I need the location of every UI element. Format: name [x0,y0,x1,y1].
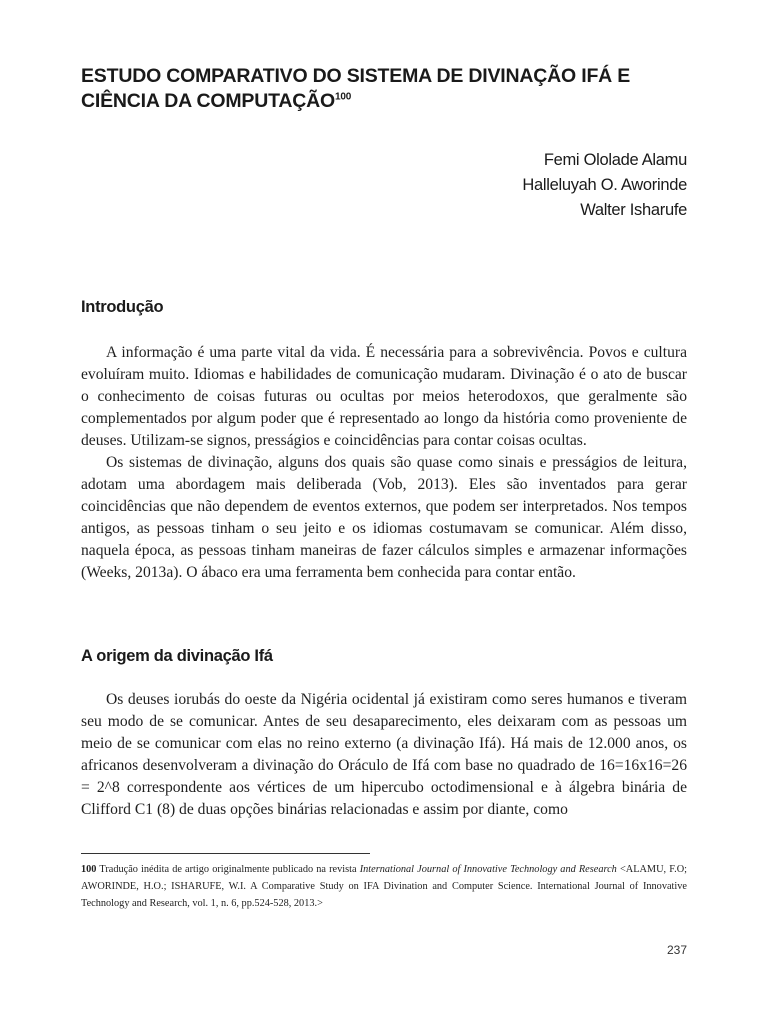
article-title [81,64,701,114]
footnote-lead: Tradução inédita de artigo originalmente publicado na revista [96,864,360,875]
title-footnote-ref: 100 [335,91,352,103]
title-line-2: CIÊNCIA DA COMPUTAÇÃO [81,90,335,112]
section-heading-introducao: Introdução [81,298,164,316]
footnote-journal: International Journal of Innovative Technology and Research [359,864,617,875]
page-number: 237 [666,943,687,957]
title-line-1: ESTUDO COMPARATIVO DO SISTEMA DE DIVINAÇÃO IFÁ E [81,65,631,87]
section-heading-origem: A origem da divinação Ifá [81,647,273,665]
section-body-origem [81,689,687,821]
footnote-divider [81,853,370,854]
author-list [522,148,687,223]
paragraph: Os deuses iorubás do oeste da Nigéria ocidental já existiram como seres humanos e tiveram seu modo de se comunicar. Antes de seu desaparecimento, eles deixaram com as pessoas um meio de se comunicar com elas no reino externo (a divinação Ifá). Há mais de 12.000 anos, os africanos desenvolveram a divinação do Oráculo de Ifá com base no quadrado de 16=16x16=26 = 2^8 correspondente aos vértices de um hipercubo octodimensional e à álgebra binária de Clifford C1 (8) de duas opções binárias relacionadas e assim por diante, como [81,691,687,818]
author-name: Femi Ololade Alamu [543,151,687,169]
author-name: Walter Isharufe [580,201,687,219]
author-name: Halleluyah O. Aworinde [522,176,687,194]
footnote-number: 100 [81,864,97,875]
paragraph: A informação é uma parte vital da vida. É necessária para a sobrevivência. Povos e cultura evoluíram muito. Idiomas e habilidades de comunicação mudaram. Divinação é o ato de buscar o conhecimento de coisas futuras ou ocultas por meios heterodoxos, que geralmente são complementados por algum poder que é representado ao longo da história como proveniente de deuses. Utilizam-se signos, presságios e coincidências para contar coisas ocultas. [81,344,687,449]
footnote [81,861,687,912]
section-body-introducao [81,342,687,584]
footnote-citation: <ALAMU, F.O; AWORINDE, H.O.; ISHARUFE, W.I. A Comparative Study on IFA Divination and Computer Science. International Journal of Innovative Technology and Research, vol. 1, n. 6, pp.524-528, 2013.> [81,864,687,909]
paragraph: Os sistemas de divinação, alguns dos quais são quase como sinais e presságios de leitura, adotam uma abordagem mais deliberada (Vob, 2013). Eles são inventados para gerar coincidências que não dependem de eventos externos, que podem ser interpretados. Nos tempos antigos, as pessoas tinham o seu jeito e os idiomas costumavam se comunicar. Além disso, naquela época, as pessoas tinham maneiras de fazer cálculos simples e armazenar informações (Weeks, 2013a). O ábaco era uma ferramenta bem conhecida para contar então. [81,454,687,581]
